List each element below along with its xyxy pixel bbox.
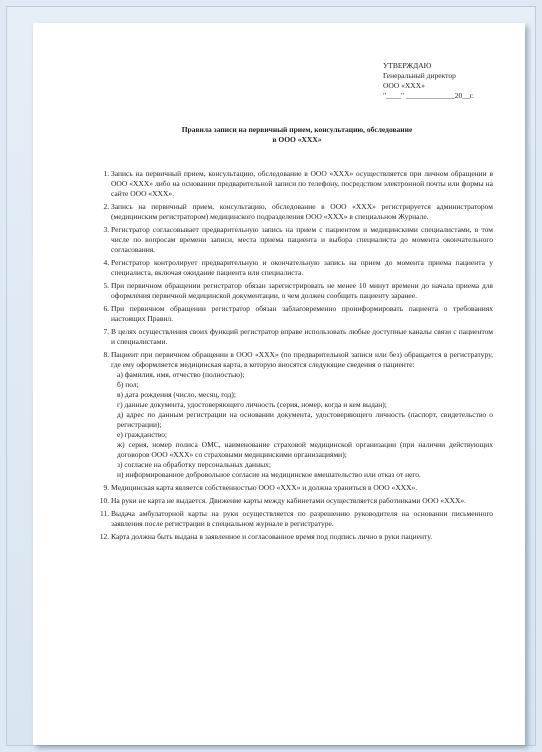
patient-info-item: и) информированное добровольное согласие на медицинское вмешательство или отказ от него. bbox=[117, 470, 421, 479]
rule-item: 3. Регистратор согласовывает предварительную запись на прием с пациентом и медицинскими специалистами, в том числе по вопросам времени записи, места приема пациента и выбора специалиста до момента окончательного согласования. bbox=[111, 225, 493, 255]
patient-info-item: д) адрес по данным регистрации на основании документа, удостоверяющего личность (паспорт, свидетельство о регистрации); bbox=[117, 410, 493, 429]
rule-item: 10. На руки не карта не выдается. Движение карты между кабинетами осуществляется работниками ООО «ХХХ». bbox=[111, 496, 493, 506]
patient-info-item: а) фамилия, имя, отчество (полностью); bbox=[117, 370, 245, 379]
approval-company: ООО «ХХХ» bbox=[383, 81, 425, 90]
document-preview-frame bbox=[6, 6, 536, 746]
rule-item: 11. Выдача амбулаторной карты на руки осуществляется по разрешению руководителя на основании письменного заявления после регистрации в специальном журнале в регистратуре. bbox=[111, 509, 493, 529]
rule-item: 5. При первичном обращении регистратор обязан зарегистрировать не менее 10 минут времени до начала приема для оформления первичной медицинской документации, о чем должен сообщить пациенту заранее. bbox=[111, 281, 493, 301]
approval-date: "____" _____________20__г. bbox=[383, 91, 474, 100]
title-line-1: Правила записи на первичный прием, консультацию, обследование bbox=[181, 125, 413, 134]
patient-info-item: з) согласие на обработку персональных данных; bbox=[117, 460, 271, 469]
rule-item: 2. Запись на первичный прием, консультацию, обследование в ООО «ХХХ» регистрируется администратором (медицинским регистратором) медицинского подразделения ООО «ХХХ» в специальном Журнале. bbox=[111, 202, 493, 222]
patient-info-item: г) данные документа, удостоверяющего личность (серия, номер, когда и кем выдан); bbox=[117, 400, 387, 409]
approval-position: Генеральный директор bbox=[383, 71, 456, 80]
document-page bbox=[33, 23, 525, 745]
patient-info-list bbox=[111, 370, 493, 480]
rule-item: 12. Карта должна быть выдана в заявленное и согласованное время под подпись лично в руки пациенту. bbox=[111, 532, 493, 542]
approval-block bbox=[383, 61, 493, 101]
document-title bbox=[101, 125, 493, 145]
approval-heading: УТВЕРЖДАЮ bbox=[383, 61, 432, 70]
rule-item: 7. В целях осуществления своих функций регистратор вправе использовать любые доступные каналы связи с пациентом и специалистами. bbox=[111, 327, 493, 347]
rule-item: 6. При первичном обращении регистратор обязан заблаговременно проинформировать пациента о требованиях настоящих Правил. bbox=[111, 304, 493, 324]
patient-info-item: б) пол; bbox=[117, 380, 139, 389]
rules-list bbox=[93, 169, 493, 542]
rule-item: 4. Регистратор контролирует предварительную и окончательную запись на прием до момента приема пациента у специалиста, включая ожидание пациента или специалиста. bbox=[111, 258, 493, 278]
rule-item-patient-info bbox=[111, 350, 493, 480]
title-line-2: в ООО «ХХХ» bbox=[272, 135, 322, 144]
rule-item: 9. Медицинская карта является собственностью ООО «ХХХ» и должна храниться в ООО «ХХХ». bbox=[111, 483, 493, 493]
rule-item: 1. Запись на первичный прием, консультацию, обследование в ООО «ХХХ» осуществляется при личном обращении в ООО «ХХХ» либо на основании предварительной записи по телефону, посредством электронной почты или формы на сайте ООО «ХХХ». bbox=[111, 169, 493, 199]
patient-info-item: ж) серия, номер полиса ОМС, наименование страховой медицинской организации (при наличии действующих договоров ООО «ХХХ» со страховыми медицинскими организациями); bbox=[117, 440, 493, 459]
rule-item-text: Пациент при первичном обращении в ООО «ХХХ» (по предварительной записи или без) обращается в регистратуру, где ему оформляется медицинская карта, в которую вносятся следующие сведения о пациенте: bbox=[111, 350, 493, 369]
patient-info-item: в) дата рождения (число, месяц, год); bbox=[117, 390, 236, 399]
patient-info-item: е) гражданство; bbox=[117, 430, 168, 439]
